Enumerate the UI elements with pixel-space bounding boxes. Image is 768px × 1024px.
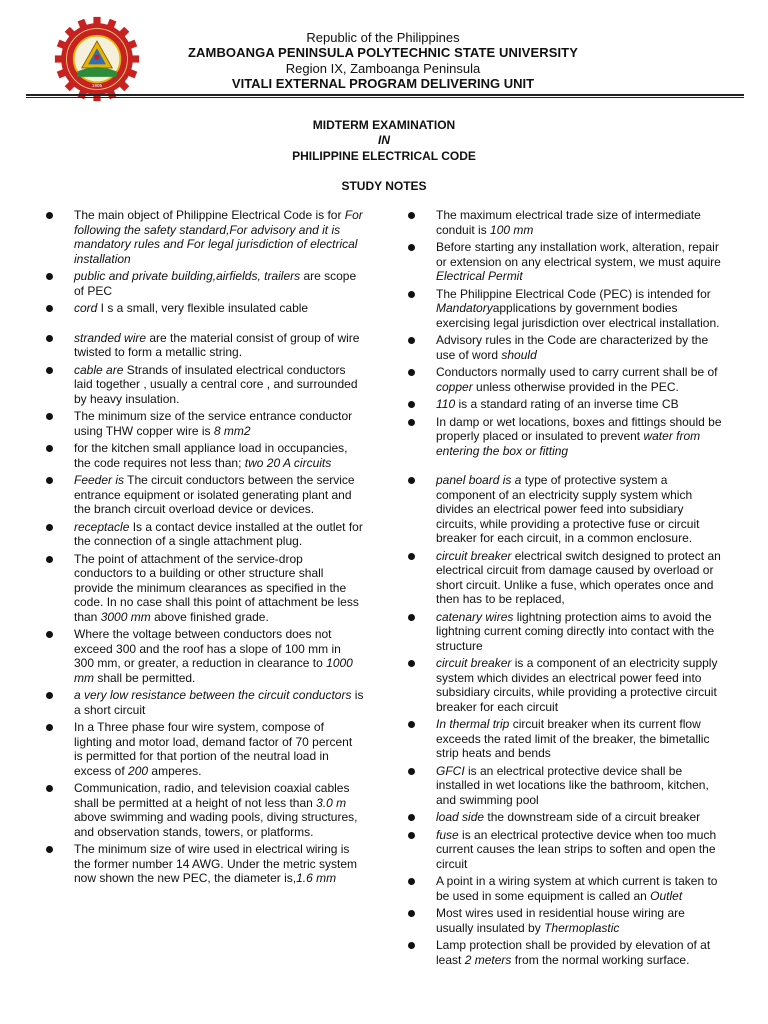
bullet-icon <box>408 721 415 728</box>
bullet-icon <box>408 291 415 298</box>
note-emphasis: For following the safety standard,For advisory and it is mandatory rules and For legal jurisdiction of electrical installation <box>74 208 363 266</box>
note-text: The minimum size of wire used in electrical wiring is the former number 14 AWG. Under the metric system now shown the new PEC, the diameter is, <box>74 842 357 885</box>
bullet-icon <box>408 768 415 775</box>
header-university-name: ZAMBOANGA PENINSULA POLYTECHNIC STATE UNIVERSITY <box>187 45 578 60</box>
note-item <box>42 301 364 316</box>
note-item <box>404 717 722 761</box>
note-item <box>42 552 364 625</box>
note-item <box>404 810 722 825</box>
note-emphasis: cord <box>74 301 98 315</box>
note-text: I s a small, very flexible insulated cable <box>97 301 309 315</box>
header-unit: VITALI EXTERNAL PROGRAM DELIVERING UNIT <box>231 76 535 91</box>
note-emphasis: GFCI <box>436 763 465 778</box>
note-emphasis: Thermoplastic <box>544 920 620 935</box>
note-text: shall be permitted. <box>94 670 196 685</box>
bullet-icon <box>46 477 53 484</box>
note-item <box>404 287 722 331</box>
note-emphasis: circuit breaker <box>436 656 512 670</box>
note-text: is an electrical protective device when too much current causes the lean strips to soften and open the circuit <box>436 827 717 871</box>
note-text: The circuit conductors between the service entrance equipment or isolated generating plant and the branch circuit overload device or devices. <box>74 473 355 516</box>
university-seal-logo <box>52 16 142 102</box>
note-emphasis: 3.0 m <box>316 795 347 810</box>
note-emphasis: Feeder is <box>74 473 125 487</box>
note-item <box>404 549 722 607</box>
bullet-icon <box>408 337 415 344</box>
bullet-icon <box>408 244 415 251</box>
note-emphasis: copper <box>436 379 473 394</box>
note-text: above finished grade. <box>150 609 269 624</box>
bullet-icon <box>46 785 53 792</box>
note-text: for the kitchen small appliance load in occupancies, the code requires not less than; <box>74 441 348 470</box>
bullet-icon <box>408 832 415 839</box>
note-text: circuit breaker when its current flow exceeds the rated limit of the breaker, the bimetallic strip heats and bends <box>436 717 710 760</box>
bullet-icon <box>408 910 415 917</box>
note-emphasis: Outlet <box>650 888 683 903</box>
header-region: Region IX, Zamboanga Peninsula <box>285 61 481 76</box>
note-item <box>404 365 722 394</box>
note-text: Strands of insulated electrical conductors laid together , usually a central core , and surrounded by heavy insulation. <box>74 362 358 406</box>
bullet-icon <box>408 660 415 667</box>
note-item <box>42 409 364 438</box>
note-text: is a short circuit <box>74 688 364 717</box>
bullet-icon <box>408 814 415 821</box>
bullet-icon <box>46 692 53 699</box>
note-item <box>42 842 364 886</box>
note-emphasis: stranded wire <box>74 330 147 345</box>
note-text: Is a contact device installed at the outlet for the connection of a single attachment plug. <box>74 519 363 548</box>
note-item <box>404 764 722 808</box>
note-text: are scope of PEC <box>74 269 357 298</box>
header-divider-thin <box>26 97 744 98</box>
note-text: Before starting any installation work, alteration, repair or extension on any electrical system, we must aquire <box>436 240 721 269</box>
note-item <box>42 269 364 298</box>
note-item <box>42 331 364 360</box>
bullet-icon <box>408 401 415 408</box>
note-item <box>404 415 722 459</box>
note-text: lightning protection aims to avoid the lightning current coming directly into contact with the structure <box>436 609 715 653</box>
bullet-icon <box>46 724 53 731</box>
note-emphasis: 8 mm2 <box>213 423 251 438</box>
note-emphasis: Mandatory <box>436 301 493 315</box>
exam-title: MIDTERM EXAMINATION <box>312 118 456 132</box>
note-text: from the normal working surface. <box>511 952 690 967</box>
section-heading: STUDY NOTES <box>341 179 427 193</box>
note-emphasis: Electrical Permit <box>436 269 523 283</box>
bullet-icon <box>46 367 53 374</box>
note-item <box>404 333 722 362</box>
note-text: Where the voltage between conductors does not exceed 300 and the roof has a slope of 100 mm in 300 mm, or greater, a reduction in clearance to <box>74 627 341 670</box>
note-text: A point in a wiring system at which current is taken to be used in some equipment is called an <box>436 874 718 903</box>
note-item <box>404 240 722 284</box>
note-item <box>404 656 722 714</box>
svg-text:1905: 1905 <box>92 82 102 88</box>
note-text: Advisory rules in the Code are characterized by the use of word <box>436 333 709 362</box>
note-emphasis: 2 meters <box>464 952 512 967</box>
note-text: Conductors normally used to carry current shall be of <box>436 365 718 379</box>
note-item <box>404 828 722 872</box>
bullet-icon <box>408 212 415 219</box>
bullet-icon <box>46 556 53 563</box>
note-item <box>404 397 722 412</box>
course-title: PHILIPPINE ELECTRICAL CODE <box>292 149 476 163</box>
note-text: The maximum electrical trade size of intermediate conduit is <box>436 208 701 237</box>
note-text: above swimming and wading pools, diving structures, and observation stands, towers, or platforms. <box>74 810 358 839</box>
note-item <box>42 627 364 685</box>
note-item <box>404 874 722 903</box>
note-emphasis: a very low resistance between the circuit conductors <box>74 688 352 702</box>
right-notes-column <box>404 208 722 970</box>
note-emphasis: should <box>501 347 537 362</box>
note-emphasis: cable are <box>74 362 124 377</box>
bullet-icon <box>408 878 415 885</box>
note-emphasis: two 20 A circuits <box>244 455 332 470</box>
bullet-icon <box>46 335 53 342</box>
bullet-icon <box>408 477 415 484</box>
note-text: The minimum size of the service entrance conductor using THW copper wire is <box>74 409 353 438</box>
note-item <box>404 938 722 967</box>
note-item <box>42 473 364 517</box>
note-text: is a standard rating of an inverse time CB <box>455 397 679 411</box>
note-text: are the material consist of group of wire twisted to form a metallic string. <box>74 330 360 359</box>
bullet-icon <box>408 369 415 376</box>
note-emphasis: public and private building,airfields, trailers <box>74 269 301 283</box>
note-text: Most wires used in residential house wiring are usually insulated by <box>436 906 685 935</box>
note-item <box>42 363 364 407</box>
exam-title-in: IN <box>378 133 390 147</box>
note-text: The main object of Philippine Electrical Code is for <box>74 208 345 222</box>
note-text: In damp or wet locations, boxes and fittings should be properly placed or insulated to prevent <box>436 414 722 443</box>
note-emphasis: receptacle <box>74 519 130 534</box>
note-emphasis: 1.6 mm <box>296 871 337 885</box>
note-emphasis: 100 mm <box>490 222 534 237</box>
bullet-icon <box>46 273 53 280</box>
note-emphasis: 200 <box>128 763 149 778</box>
note-item <box>42 688 364 717</box>
note-text: The point of attachment of the service-drop conductors to a building or other structure shall provide the minimum clearances as specified in the code. In no case shall this point of attachment be less than <box>74 551 359 624</box>
note-emphasis: 1000 mm <box>74 656 353 685</box>
note-emphasis: In thermal trip <box>436 717 510 731</box>
note-emphasis: circuit breaker <box>436 548 512 563</box>
note-text: The Philippine Electrical Code (PEC) is intended for <box>436 286 711 301</box>
note-text: In a Three phase four wire system, compose of lighting and motor load, demand factor of 70 percent is permitted for that portion of the neutral load in excess of <box>74 720 353 778</box>
note-text: amperes. <box>148 763 202 778</box>
bullet-icon <box>46 305 53 312</box>
bullet-icon <box>408 614 415 621</box>
bullet-icon <box>408 553 415 560</box>
note-text: the downstream side of a circuit breaker <box>484 810 701 824</box>
note-emphasis: water from entering the box or fitting <box>436 429 701 458</box>
note-emphasis: panel board is a <box>436 473 522 487</box>
note-text: Communication, radio, and television coaxial cables shall be permitted at a height of not less than <box>74 781 350 810</box>
note-emphasis: 3000 mm <box>100 609 151 624</box>
note-text: unless otherwise provided in the PEC. <box>472 379 679 394</box>
bullet-icon <box>408 419 415 426</box>
note-text: type of protective system a component of an electricity supply system which divides an electrical power feed into subsidiary circuits, while providing a protective fuse or circuit breaker for each circuit, in a common enclosure. <box>436 473 700 545</box>
bullet-icon <box>46 846 53 853</box>
note-item <box>42 720 364 778</box>
note-text: Lamp protection shall be provided by elevation of at least <box>436 938 711 967</box>
note-item <box>42 781 364 839</box>
note-item <box>404 610 722 654</box>
header-republic: Republic of the Philippines <box>306 30 460 45</box>
note-item <box>42 441 364 470</box>
bullet-icon <box>46 445 53 452</box>
note-item <box>42 520 364 549</box>
note-item <box>404 208 722 237</box>
bullet-icon <box>46 212 53 219</box>
note-text: applications by government bodies exercising legal jurisdiction over electrical installation. <box>436 301 720 330</box>
bullet-icon <box>46 413 53 420</box>
note-emphasis: 110 <box>436 397 456 411</box>
bullet-icon <box>46 631 53 638</box>
note-emphasis: fuse <box>436 827 459 842</box>
left-notes-column <box>42 208 364 889</box>
header-divider <box>26 94 744 96</box>
note-text: electrical switch designed to protect an electrical circuit from damage caused by overload or short circuit. Unlike a fuse, which operates once and then has to be replaced, <box>436 548 721 606</box>
note-text: is an electrical protective device shall be installed in wet locations like the bathroom, kitchen, and swimming pool <box>436 763 709 807</box>
note-emphasis: load side <box>436 810 485 824</box>
note-item <box>404 906 722 935</box>
bullet-icon <box>408 942 415 949</box>
note-emphasis: catenary wires <box>436 609 514 624</box>
note-item <box>42 208 364 266</box>
note-text: is a component of an electricity supply system which divides an electrical power feed into subsidiary circuits, while providing a protective circuit breaker for each circuit <box>436 656 718 714</box>
bullet-icon <box>46 524 53 531</box>
note-item <box>404 473 722 546</box>
